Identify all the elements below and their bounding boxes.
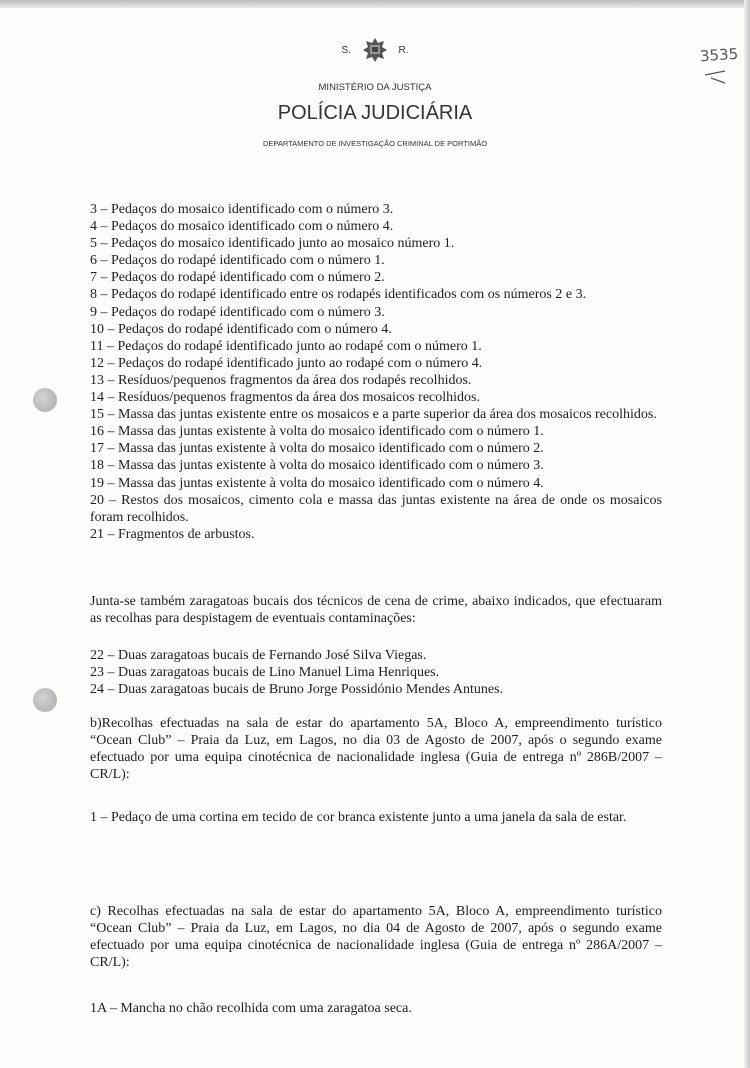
list-item: 18 – Massa das juntas existente à volta do mosaico identificado com o número 3. (90, 458, 544, 474)
list-item: 17 – Massa das juntas existente à volta do mosaico identificado com o número 2. (90, 441, 544, 457)
section-b-item (90, 809, 662, 826)
punch-hole (33, 388, 57, 412)
list-item: 15 – Massa das juntas existente entre os mosaicos e a parte superior da área dos mosaicos recolhidos. (90, 407, 657, 423)
list-item: 19 – Massa das juntas existente à volta do mosaico identificado com o número 4. (90, 475, 544, 491)
list-item: 13 – Resíduos/pequenos fragmentos da área dos rodapés recolhidos. (90, 372, 472, 388)
list-item: 11 – Pedaços do rodapé identificado junto ao rodapé com o número 1. (90, 338, 482, 354)
seal-right-letter: R. (398, 44, 409, 56)
list-item: 8 – Pedaços do rodapé identificado entre os rodapés identificados com os números 2 e 3. (90, 287, 587, 303)
evidence-list-a (90, 201, 662, 543)
list-item: 7 – Pedaços do rodapé identificado com o número 2. (90, 270, 385, 286)
list-item: 6 – Pedaços do rodapé identificado com o número 1. (90, 253, 385, 269)
seal-left-letter: S. (341, 44, 351, 56)
paragraph: b)Recolhas efectuadas na sala de estar do apartamento 5A, Bloco A, empreendimento turístico “Ocean Club” – Praia da Luz, em Lagos, no dia 03 de Agosto de 2007, após o segundo exame efectuado por uma equipa cinotécnica de nacionalidade inglesa (Guia de entrega nº 286B/2007 – CR/L): (90, 716, 662, 783)
list-item: 20 – Restos dos mosaicos, cimento cola e massa das juntas existente na área de onde os mosaicos foram recolhidos. (90, 492, 662, 525)
punch-hole (33, 688, 57, 712)
handwritten-mark-icon (703, 70, 729, 84)
letterhead-seal-row (0, 37, 750, 63)
list-item: 5 – Pedaços do mosaico identificado junto ao mosaico número 1. (90, 236, 455, 252)
list-item: 1A – Mancha no chão recolhida com uma zaragatoa seca. (90, 1001, 412, 1016)
list-item: 16 – Massa das juntas existente à volta do mosaico identificado com o número 1. (90, 424, 544, 440)
list-item: 23 – Duas zaragatoas bucais de Lino Manuel Lima Henriques. (90, 665, 440, 681)
list-item: 10 – Pedaços do rodapé identificado com o número 4. (90, 321, 392, 337)
swabs-intro (90, 593, 662, 627)
section-b (90, 715, 662, 783)
section-c-item (90, 1000, 662, 1017)
list-item: 4 – Pedaços do mosaico identificado com o número 4. (90, 219, 394, 235)
section-c (90, 903, 662, 971)
department-name: DEPARTAMENTO DE INVESTIGAÇÃO CRIMINAL DE PORTIMÃO (262, 139, 488, 148)
swab-list (90, 647, 662, 698)
list-item: 9 – Pedaços do rodapé identificado com o número 3. (90, 304, 385, 320)
agency-name: POLÍCIA JUDICIÁRIA (277, 102, 473, 124)
list-item: 21 – Fragmentos de arbustos. (90, 526, 255, 542)
scan-right-edge (744, 0, 750, 1068)
list-item: 1 – Pedaço de uma cortina em tecido de cor branca existente junto a uma janela da sala de estar. (90, 810, 627, 825)
list-item: 12 – Pedaços do rodapé identificado junto ao rodapé com o número 4. (90, 355, 483, 371)
list-item: 14 – Resíduos/pequenos fragmentos da área dos mosaicos recolhidos. (90, 390, 480, 406)
list-item: 24 – Duas zaragatoas bucais de Bruno Jorge Possidónio Mendes Antunes. (90, 682, 504, 698)
list-item: 22 – Duas zaragatoas bucais de Fernando José Silva Viegas. (90, 648, 427, 663)
handwritten-page-number: 3535 (699, 44, 739, 66)
paragraph: c) Recolhas efectuadas na sala de estar do apartamento 5A, Bloco A, empreendimento turístico “Ocean Club” – Praia da Luz, em Lagos, no dia 04 de Agosto de 2007, após o segundo exame efectuado por uma equipa cinotécnica de nacionalidade inglesa (Guia de entrega nº 286A/2007 – CR/L): (90, 904, 662, 971)
coat-of-arms-icon (362, 37, 388, 63)
paragraph: Junta-se também zaragatoas bucais dos técnicos de cena de crime, abaixo indicados, que efectuaram as recolhas para despistagem de eventuais contaminações: (90, 594, 662, 627)
ministry-name: MINISTÉRIO DA JUSTIÇA (318, 82, 432, 93)
scan-top-edge (0, 0, 750, 8)
list-item: 3 – Pedaços do mosaico identificado com o número 3. (90, 202, 394, 217)
